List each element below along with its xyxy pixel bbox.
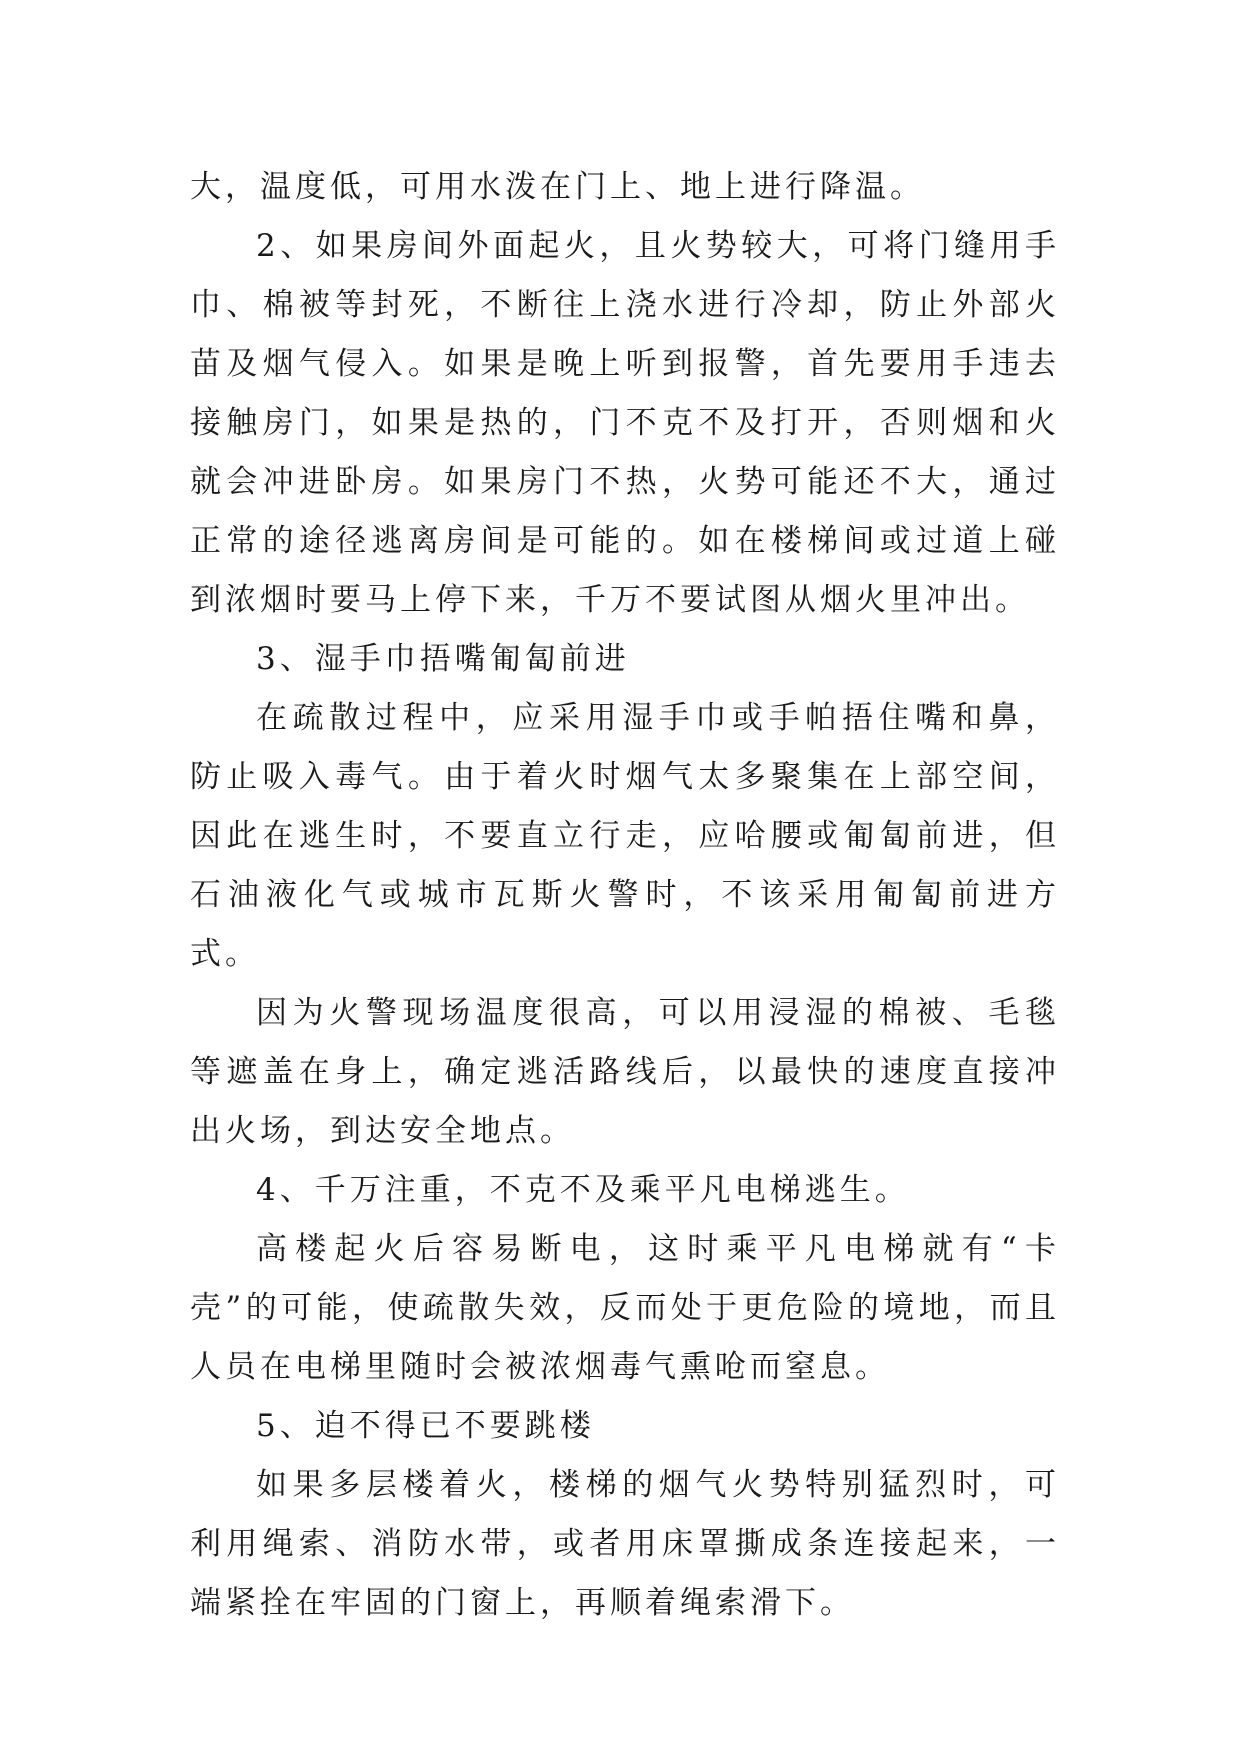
heading-item-3: 3、湿手巾捂嘴匍匐前进 [256,641,630,677]
paragraph-evacuation: 在疏散过程中，应采用湿手巾或手帕捂住嘴和鼻，防止吸入毒气。由于着火时烟气太多聚集在上部空间，因此在逃生时，不要直立行走，应哈腰或匍匐前进，但石油液化气或城市瓦斯火警时，不该采用匍匐前进方式。 [190,700,1060,972]
paragraph-continuation: 大，温度低，可用水泼在门上、地上进行降温。 [190,169,925,205]
heading-item-5: 5、迫不得已不要跳楼 [256,1408,595,1444]
paragraph-item-2: 2、如果房间外面起火，且火势较大，可将门缝用手巾、棉被等封死，不断往上浇水进行冷却，防止外部火苗及烟气侵入。如果是晚上听到报警，首先要用手违去接触房门，如果是热的，门不克不及打开，否则烟和火就会冲进卧房。如果房门不热，火势可能还不大，通过正常的途径逃离房间是可能的。如在楼梯间或过道上碰到浓烟时要马上停下来，千万不要试图从烟火里冲出。 [190,228,1060,618]
paragraph-rope-escape: 如果多层楼着火，楼梯的烟气火势特别猛烈时，可利用绳索、消防水带，或者用床罩撕成条连接起来，一端紧拴在牢固的门窗上，再顺着绳索滑下。 [190,1467,1060,1621]
heading-item-4: 4、千万注重，不克不及乘平凡电梯逃生。 [256,1172,910,1208]
paragraph-elevator: 高楼起火后容易断电，这时乘平凡电梯就有“卡壳”的可能，使疏散失效，反而处于更危险的境地，而且人员在电梯里随时会被浓烟毒气熏呛而窒息。 [190,1231,1060,1385]
paragraph-wet-blanket: 因为火警现场温度很高，可以用浸湿的棉被、毛毯等遮盖在身上，确定逃活路线后，以最快的速度直接冲出火场，到达安全地点。 [190,995,1060,1149]
document-body [190,158,1060,1633]
